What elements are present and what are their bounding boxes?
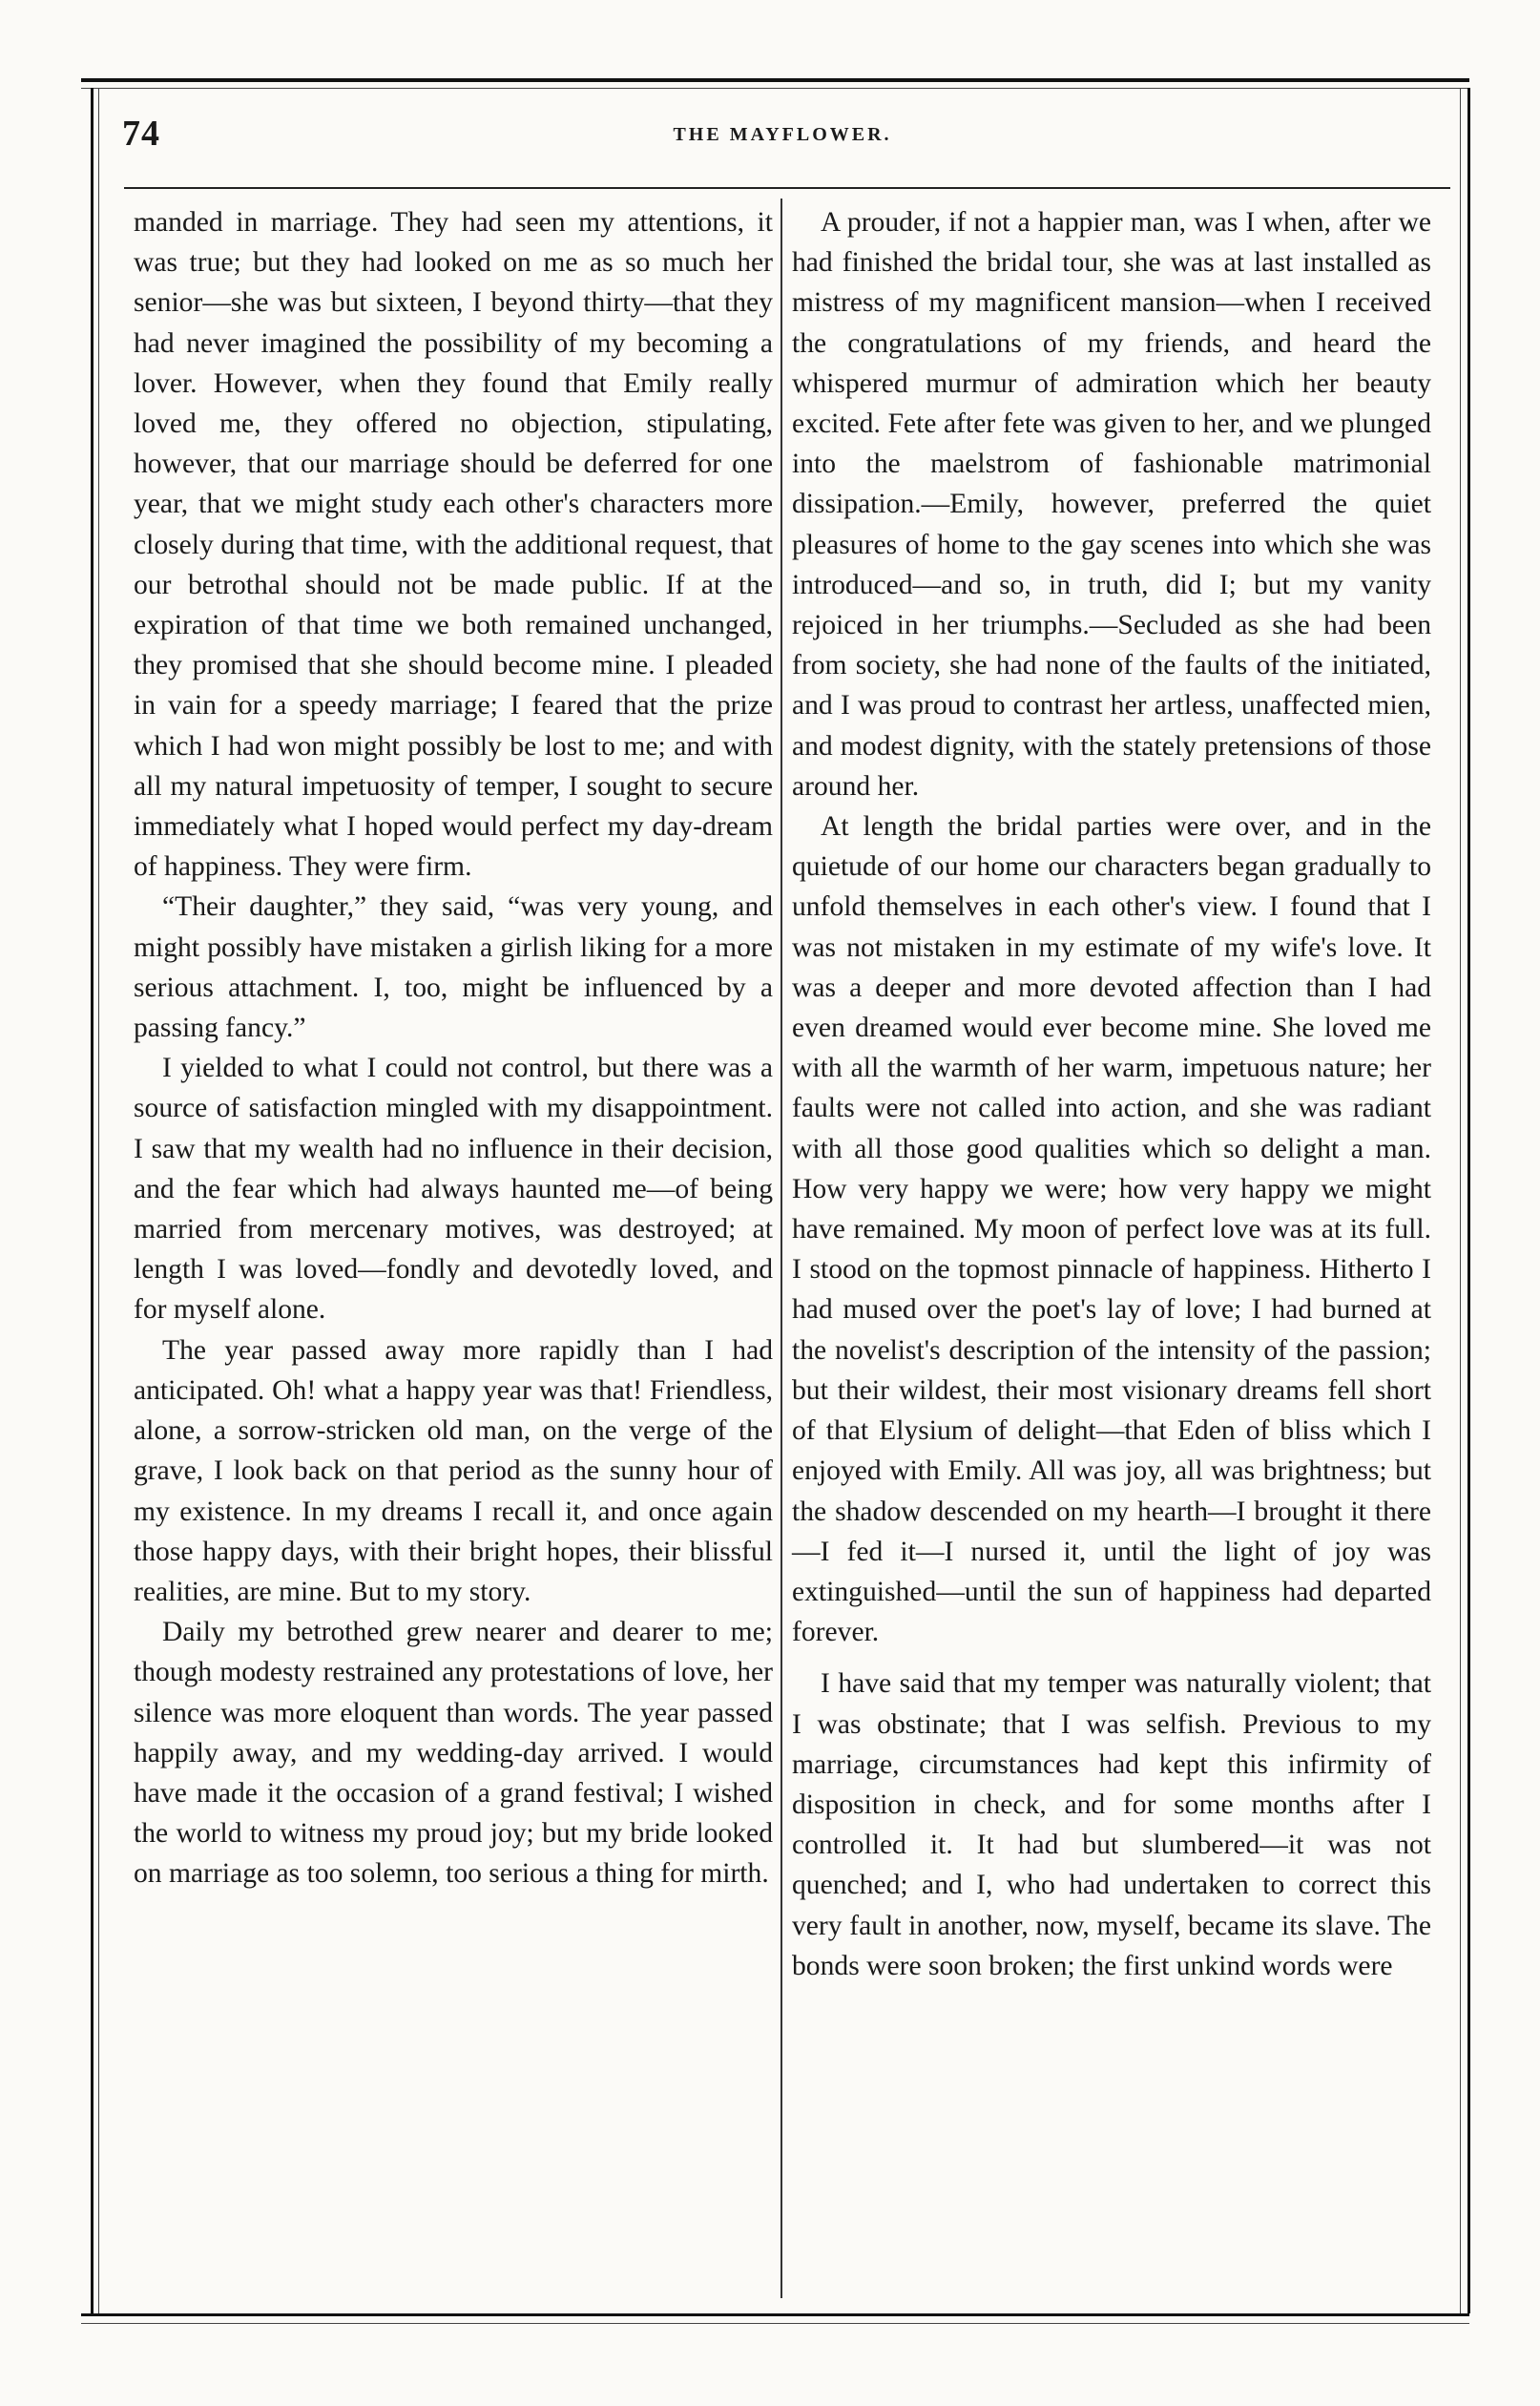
right-paragraph-3: I have said that my temper was naturally violent; that I was obstinate; that I was selfish. Previous to my marriage, circumstances had kept this infirmity of disposition in check, and for some months after I controlled it. It had but slumbered—it was not quenched; and I, who had undertaken to correct this very fault in another, now, myself, became its slave. The bonds were soon broken; the first unkind words were <box>792 1668 1431 1981</box>
left-paragraph-3: I yielded to what I could not control, but there was a source of satisfaction mingled with my disappointment. I saw that my wealth had no influence in their decision, and the fear which had always haunted me—of being married from mercenary motives, was destroyed; at length I was loved—fondly and devotedly loved, and for myself alone. <box>134 1053 773 1326</box>
frame-rule-right <box>1467 88 1470 2313</box>
left-paragraph-1: manded in marriage. They had seen my attentions, it was true; but they had looked on me as so much her senior—she was but sixteen, I beyond thirty—that they had never imagined the possibility of my becoming a lover. However, when they found that Emily really loved me, they offered no objection, stipulating, however, that our marriage should be deferred for one year, that we might study each other's characters more closely during that time, with the additional request, that our betrothal should not be made public. If at the expiration of that time we both remained unchanged, they promised that she should become mine. I pleaded in vain for a speedy marriage; I feared that the prize which I had won might possibly be lost to me; and with all my natural impetuosity of temper, I sought to secure immediately what I hoped would perfect my day-dream of happiness. They were firm. <box>134 207 773 883</box>
running-head: THE MAYFLOWER. <box>673 124 892 145</box>
page-header <box>114 113 1450 170</box>
right-paragraph-1: A prouder, if not a happier man, was I when, after we had finished the bridal tour, she was at last installed as mistress of my magnificent mansion—when I received the congratulations of my friends, and heard the whispered murmur of admiration which her beauty excited. Fete after fete was given to her, and we plunged into the maelstrom of fashionable matrimonial dissipation.—Emily, however, preferred the quiet pleasures of home to the gay scenes into which she was introduced—and so, in truth, did I; but my vanity rejoiced in her triumphs.—Secluded as she had been from society, she had none of the faults of the initiated, and I was proud to contrast her artless, unaffected mien, and modest dignity, with the stately pretensions of those around her. <box>792 207 1431 802</box>
right-paragraph-2: At length the bridal parties were over, and in the quietude of our home our characters began gradually to unfold themselves in each other's view. I found that I was not mistaken in my estimate of my wife's love. It was a deeper and more devoted affection than I had even dreamed would ever become mine. She loved me with all the warmth of her warm, impetuous nature; her faults were not called into action, and she was radiant with all those good qualities which so delight a man. How very happy we were; how very happy we might have remained. My moon of perfect love was at its full. I stood on the topmost pinnacle of happiness. Hitherto I had mused over the poet's lay of love; I had burned at the novelist's description of the intensity of the passion; but their wildest, their most visionary dreams fell short of that Elysium of delight—that Eden of bliss which I enjoyed with Emily. All was joy, all was brightness; but the shadow descended on my hearth—I brought it there—I fed it—I nursed it, until the light of joy was extinguished—until the sun of happiness had departed forever. <box>792 811 1431 1648</box>
frame-rule-bottom <box>81 2313 1469 2316</box>
left-column <box>134 202 773 1894</box>
header-rule <box>124 187 1450 189</box>
frame-rule-left-inner <box>98 88 99 2313</box>
frame-rule-top-inner <box>81 88 1469 89</box>
frame-rule-left <box>91 88 94 2313</box>
left-paragraph-2: “Their daughter,” they said, “was very young, and might possibly have mistaken a girlish liking for a more serious attachment. I, too, might be influenced by a passing fancy.” <box>134 891 773 1044</box>
left-paragraph-5: Daily my betrothed grew nearer and dearer to me; though modesty restrained any protestations of love, her silence was more eloquent than words. The year passed happily away, and my wedding-day arrived. I would have made it the occasion of a grand festival; I wished the world to witness my proud joy; but my bride looked on marriage as too solemn, too serious a thing for mirth. <box>134 1617 773 1890</box>
page-number: 74 <box>122 114 160 154</box>
column-divider <box>780 199 782 2298</box>
right-column <box>792 202 1431 1986</box>
frame-rule-top <box>81 78 1469 82</box>
frame-rule-right-inner <box>1460 88 1461 2313</box>
left-paragraph-4: The year passed away more rapidly than I had anticipated. Oh! what a happy year was that! Friendless, alone, a sorrow-stricken old man, on the verge of the grave, I look back on that period as the sunny hour of my existence. In my dreams I recall it, and once again those happy days, with their bright hopes, their blissful realities, are mine. But to my story. <box>134 1334 773 1607</box>
frame-rule-bottom-inner <box>81 2323 1469 2324</box>
